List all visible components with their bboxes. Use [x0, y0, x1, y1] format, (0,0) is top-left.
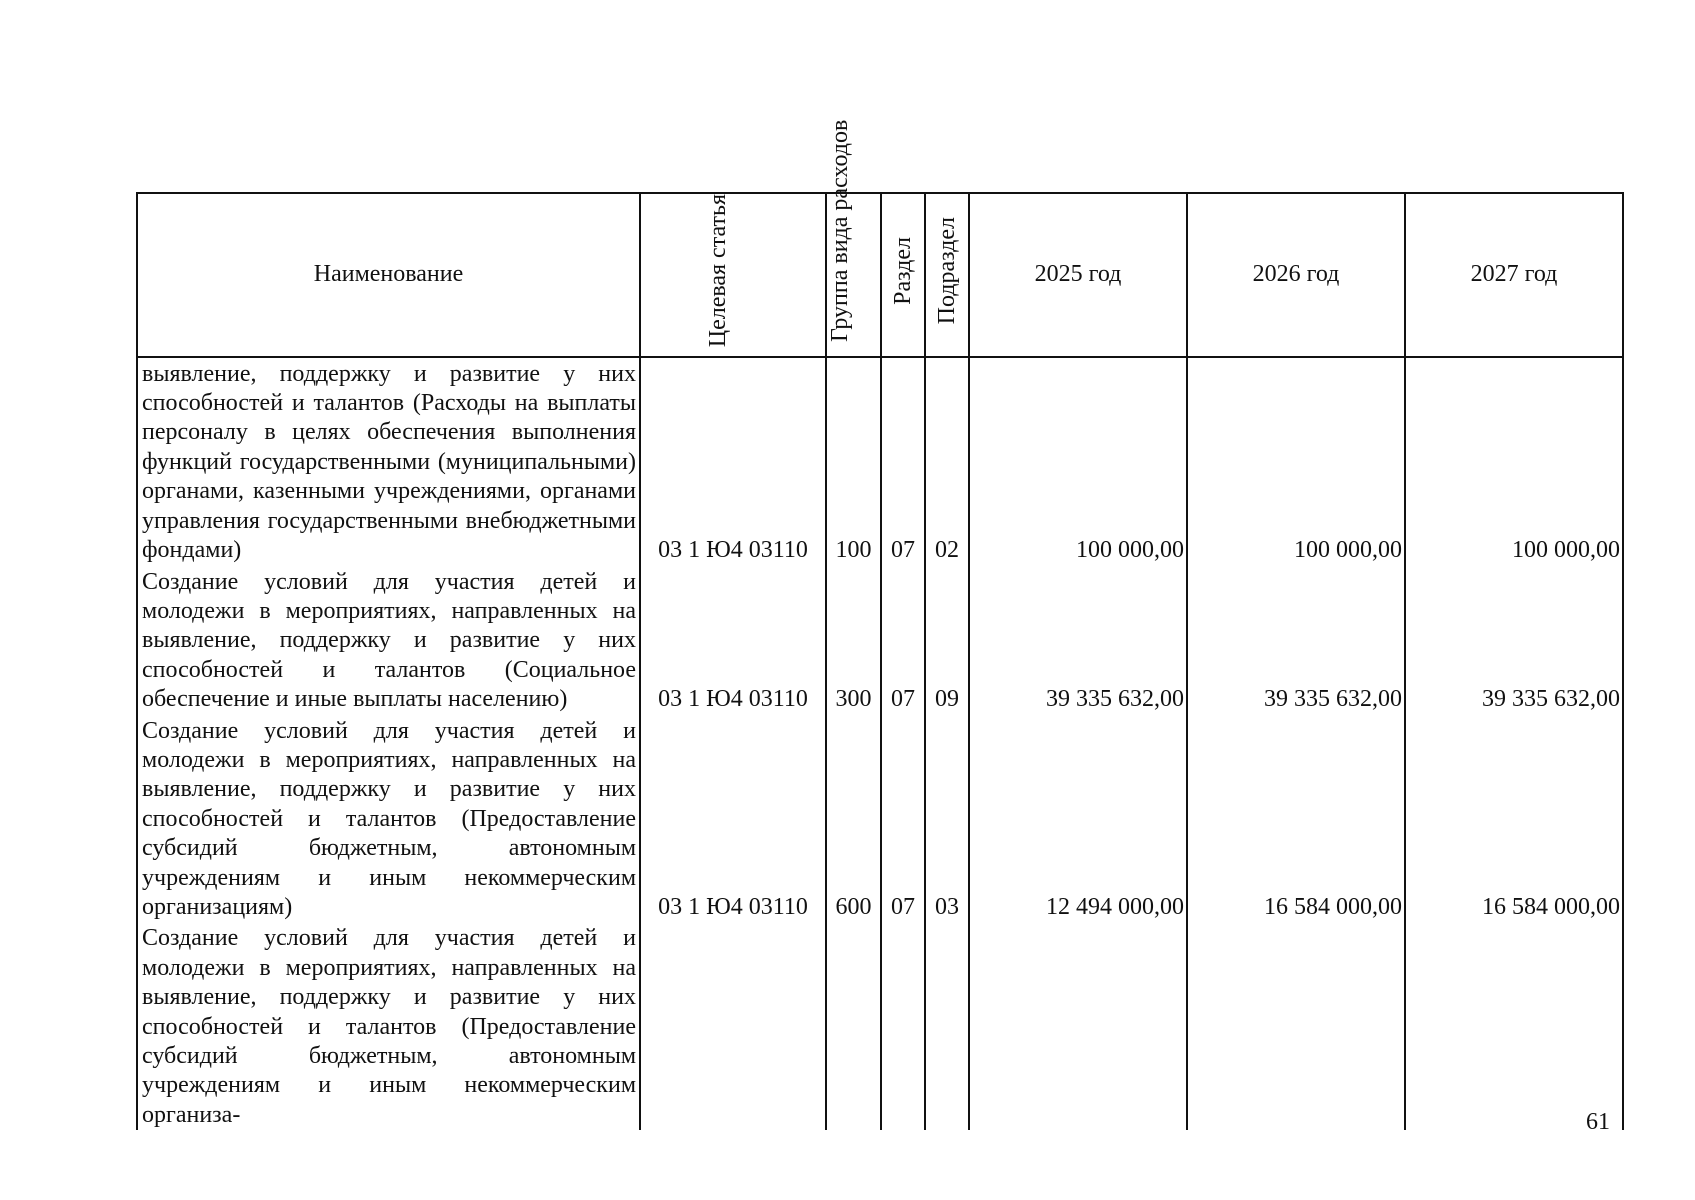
- row-name: выявление, поддержку и развитие у них способностей и талантов (Расходы на выплаты персоналу в целях обеспечения выполнения функций государственными (муниципальными) органами, казенными учреждениями, органами управления государственными внебюджетными фондами): [137, 357, 640, 566]
- header-expense-group: Группа вида расходов: [826, 193, 881, 357]
- row-amount-2027: [1405, 922, 1623, 1130]
- row-target-article: [640, 922, 826, 1130]
- row-subsection: 09: [925, 566, 969, 715]
- row-amount-2025: [969, 922, 1187, 1130]
- page-number: 61: [1586, 1109, 1610, 1135]
- table-row: [137, 715, 1623, 923]
- row-target-article: 03 1 Ю4 03110: [640, 715, 826, 923]
- row-section: 07: [881, 357, 925, 566]
- row-amount-2027: 16 584 000,00: [1405, 715, 1623, 923]
- header-2026: 2026 год: [1187, 193, 1405, 357]
- table-row: [137, 566, 1623, 715]
- budget-table: [136, 119, 1624, 1130]
- row-amount-2026: 16 584 000,00: [1187, 715, 1405, 923]
- row-amount-2026: 39 335 632,00: [1187, 566, 1405, 715]
- row-amount-2027: 100 000,00: [1405, 357, 1623, 566]
- row-target-article: 03 1 Ю4 03110: [640, 357, 826, 566]
- row-target-article: 03 1 Ю4 03110: [640, 566, 826, 715]
- row-section: 07: [881, 715, 925, 923]
- header-2027: 2027 год: [1405, 193, 1623, 357]
- row-expense-group: [826, 922, 881, 1130]
- table-row: [137, 922, 1623, 1130]
- row-amount-2026: 100 000,00: [1187, 357, 1405, 566]
- table-header-row: [137, 193, 1623, 357]
- row-section: 07: [881, 566, 925, 715]
- row-amount-2026: [1187, 922, 1405, 1130]
- row-name: Создание условий для участия детей и молодежи в мероприятиях, направленных на выявление, поддержку и развитие у них способностей и талантов (Социальное обеспечение и иные выплаты населению): [137, 566, 640, 715]
- row-expense-group: 100: [826, 357, 881, 566]
- header-target-article: Целевая статья: [640, 193, 826, 357]
- row-amount-2025: 12 494 000,00: [969, 715, 1187, 923]
- header-subsection: Подраздел: [925, 193, 969, 357]
- row-amount-2025: 39 335 632,00: [969, 566, 1187, 715]
- table-row: [137, 357, 1623, 566]
- row-name: Создание условий для участия детей и молодежи в мероприятиях, направленных на выявление, поддержку и развитие у них способностей и талантов (Предоставление субсидий бюджетным, автономным учреждениям и иным некоммерческим организациям): [137, 715, 640, 923]
- header-name: Наименование: [137, 193, 640, 357]
- row-section: [881, 922, 925, 1130]
- header-section: Раздел: [881, 193, 925, 357]
- row-subsection: 03: [925, 715, 969, 923]
- row-amount-2025: 100 000,00: [969, 357, 1187, 566]
- row-name: Создание условий для участия детей и молодежи в мероприятиях, направленных на выявление, поддержку и развитие у них способностей и талантов (Предоставление субсидий бюджетным, автономным учреждениям и иным некоммерческим организа-: [137, 922, 640, 1130]
- row-expense-group: 600: [826, 715, 881, 923]
- row-subsection: 02: [925, 357, 969, 566]
- header-2025: 2025 год: [969, 193, 1187, 357]
- row-expense-group: 300: [826, 566, 881, 715]
- row-subsection: [925, 922, 969, 1130]
- row-amount-2027: 39 335 632,00: [1405, 566, 1623, 715]
